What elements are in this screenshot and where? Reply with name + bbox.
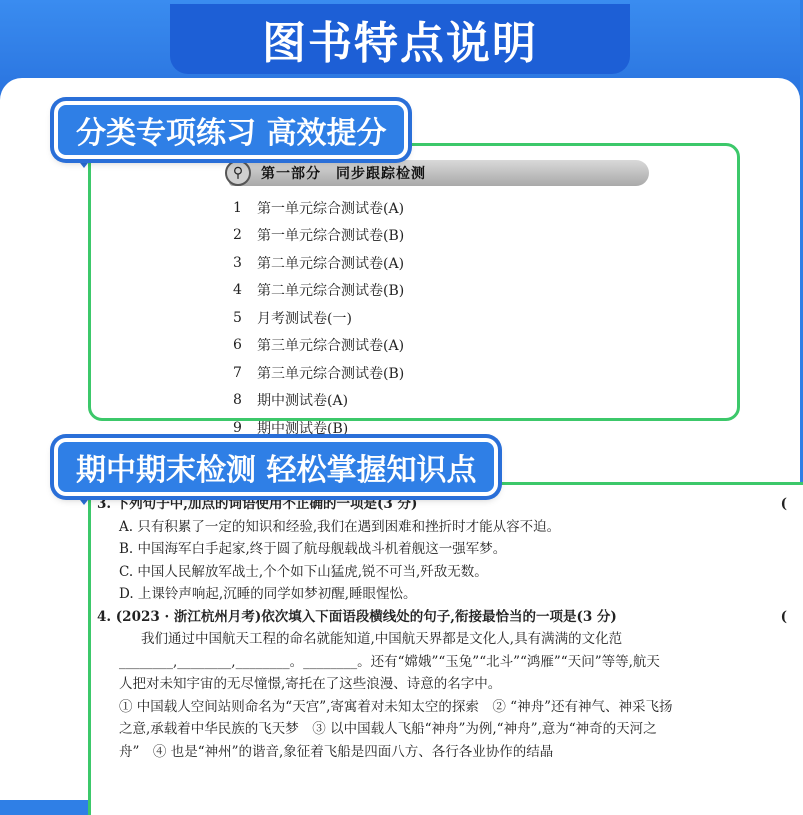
question-4-choice: 之意,承载着中华民族的飞天梦 ③ 以中国载人飞船“神舟”为例,“神舟”,意为“神奇的天河之: [119, 721, 657, 737]
list-item: 6 第三单元综合测试卷(A): [233, 337, 405, 355]
toc-list: [233, 194, 404, 442]
question-3-stem: 3. 下列句子中,加点的词语使用不正确的一项是(3 分) (: [97, 496, 787, 512]
list-item: 7 第三单元综合测试卷(B): [233, 364, 405, 382]
list-item: 9 期中测试卷(B): [233, 419, 349, 437]
section-label-exam: [54, 438, 498, 496]
exam-panel: [88, 482, 803, 815]
list-item: 5 月考测试卷(一): [233, 309, 352, 327]
section-label-exam-text: 期中期末检测 轻松掌握知识点: [76, 453, 477, 488]
toc-header-text: 第一部分 同步跟踪检测: [261, 166, 426, 182]
section-label-practice: [54, 101, 408, 159]
question-4-passage: 人把对未知宇宙的无尽憧憬,寄托在了这些浪漫、诗意的名字中。: [119, 676, 502, 692]
question-4-choice: ① 中国载人空间站则命名为“天宫”,寄寓着对未知太空的探索 ② “神舟”还有神气、神采飞扬: [119, 698, 673, 715]
title-box: [170, 4, 630, 74]
question-3-option: A. 只有积累了一定的知识和经验,我们在遇到困难和挫折时才能从容不迫。: [119, 518, 561, 535]
toc-panel: [88, 143, 740, 437]
exam-text: [97, 493, 797, 763]
question-3-option: C. 中国人民解放军战士,个个如下山猛虎,锐不可当,歼敌无数。: [119, 563, 488, 580]
toc-header: [229, 160, 649, 186]
question-4-choice: 舟” ④ 也是“神州”的谐音,象征着飞船是四面八方、各行各业协作的结晶: [119, 743, 554, 760]
question-4-stem: 4. (2023 · 浙江杭州月考)依次填入下面语段横线处的句子,衔接最恰当的一项是(3 分) (: [97, 608, 787, 625]
section-label-practice-text: 分类专项练习 高效提分: [76, 116, 387, 151]
question-3-option: B. 中国海军白手起家,终于圆了航母舰载战斗机着舰这一强军梦。: [119, 541, 507, 557]
list-item: 8 期中测试卷(A): [233, 392, 349, 410]
list-item: 1 第一单元综合测试卷(A): [233, 199, 405, 217]
page-title: 图书特点说明: [262, 18, 538, 69]
search-icon: ⚲: [225, 160, 251, 186]
question-3-option: D. 上课铃声响起,沉睡的同学如梦初醒,睡眼惺忪。: [119, 586, 417, 602]
question-4-passage: 我们通过中国航天工程的命名就能知道,中国航天界都是文化人,具有满满的文化范: [141, 631, 623, 647]
list-item: 2 第一单元综合测试卷(B): [233, 227, 405, 245]
question-4-passage: ________,________,________。________。还有“嫦娥”“玉兔”“北斗”“鸿雁”“天问”等等,航天: [119, 653, 660, 670]
list-item: 4 第二单元综合测试卷(B): [233, 282, 405, 300]
list-item: 3 第二单元综合测试卷(A): [233, 254, 405, 272]
